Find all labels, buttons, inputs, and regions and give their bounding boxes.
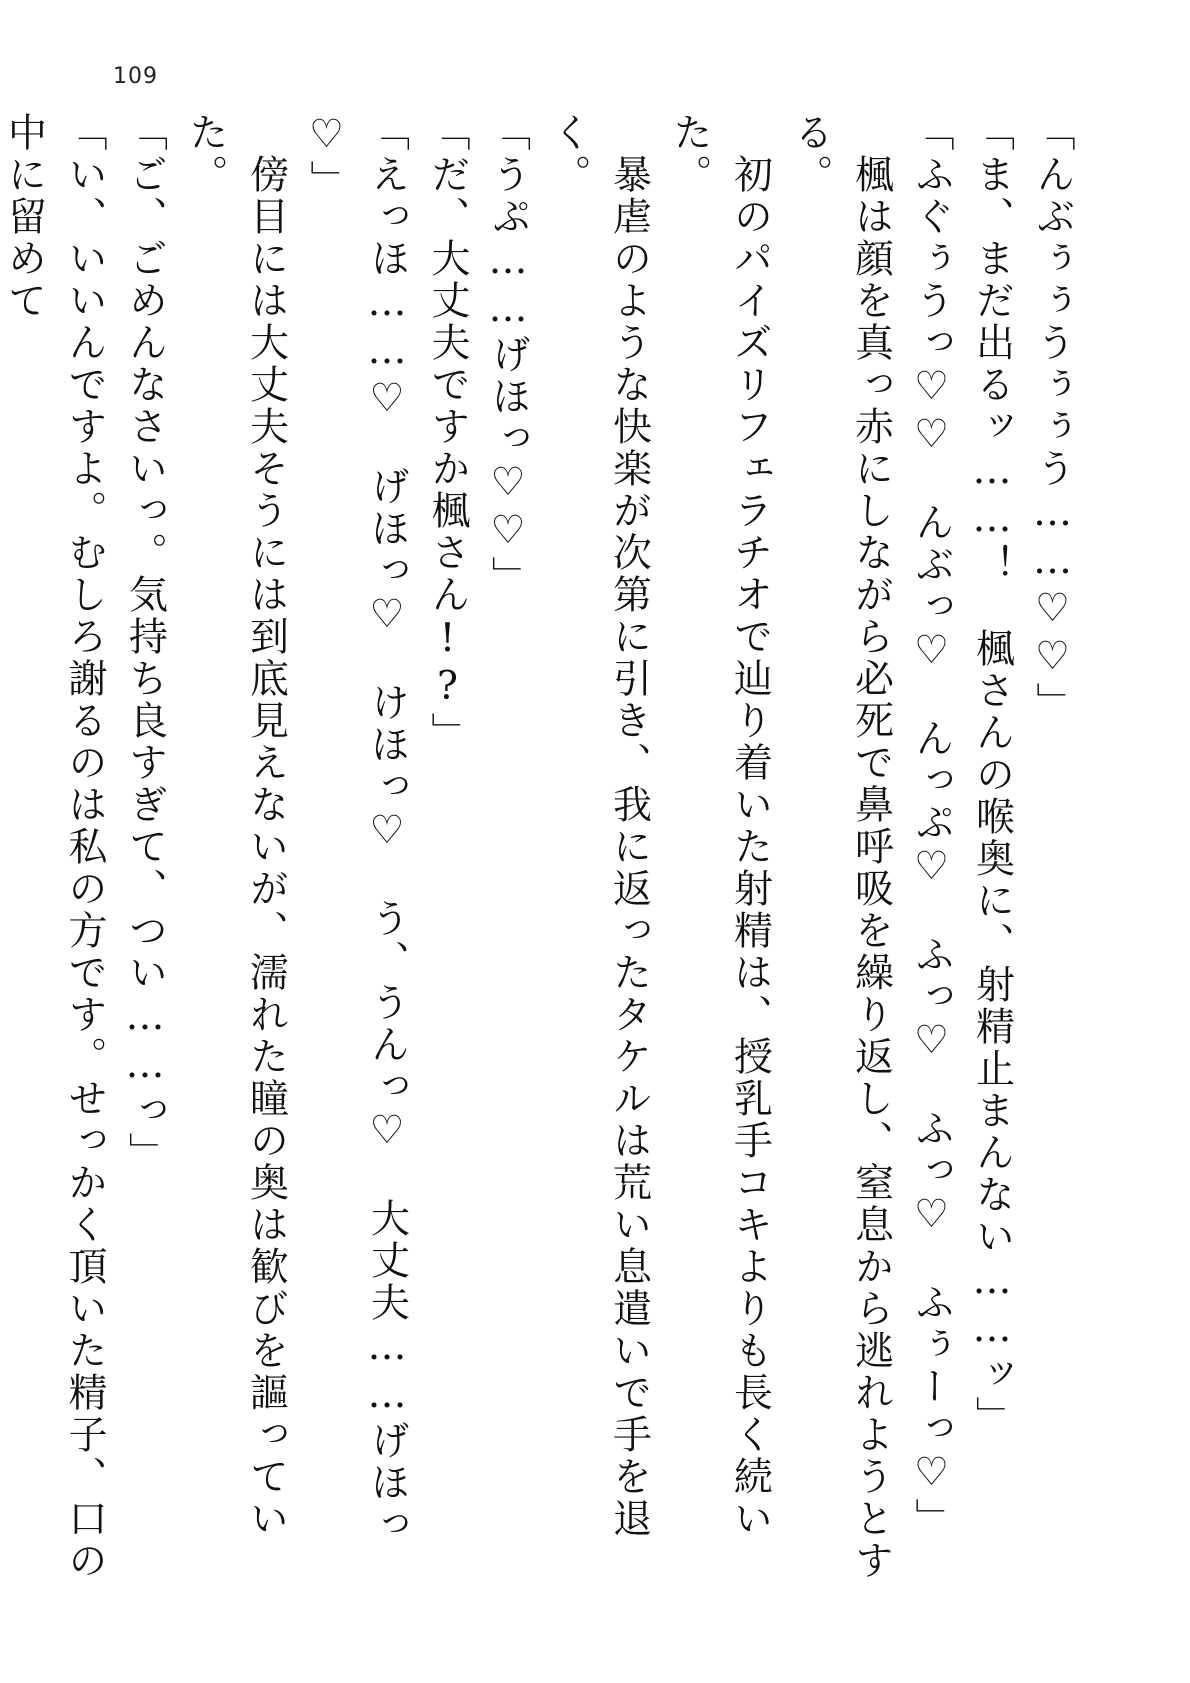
text-line: 暴虐のような快楽が次第に引き、我に返ったタケルは荒い息遣いで手を退く。: [546, 112, 652, 1540]
text-line: 「ふぐぅうっ♡♡ んぶっ♡ んっぷ♡ ふっ♡ ふっ♡ ふぅーっ♡」: [909, 112, 954, 1540]
text-line: 「んぶぅぅうぅぅう……♡♡」: [1030, 112, 1075, 724]
text-line: 初のパイズリフェラチオで辿り着いた射精は、授乳手コキよりも長く続いた。: [667, 112, 773, 1540]
text-line: 楓は顔を真っ赤にしながら必死で鼻呼吸を繰り返し、窒息から逃れようとする。: [788, 112, 894, 1582]
vertical-text-body: [1, 112, 1082, 1592]
text-line: 傍目には大丈夫そうには到底見えないが、濡れた瞳の奥は歓びを謳っていた。: [183, 112, 289, 1540]
text-line: 「ま、まだ出るッ……！ 楓さんの喉奥に、射精止まんない……ッ」: [969, 112, 1015, 1438]
text-line: 「ご、ごめんなさいっ。気持ち良すぎて、つい……っ」: [122, 112, 168, 1174]
text-line: 「だ、大丈夫ですか楓さん!?」: [425, 112, 470, 754]
page-number: 109: [113, 64, 158, 89]
text-line: 「い、いいんですよ。むしろ謝るのは私の方です。せっかく頂いた精子、口の中に留めて: [1, 112, 107, 1582]
text-line: 「うぷ……げほっ♡♡」: [485, 112, 531, 598]
text-line: 「えっほ……♡ げほっ♡ けほっ♡ う、うんっ♡ 大丈夫……げほっ♡」: [304, 112, 410, 1546]
